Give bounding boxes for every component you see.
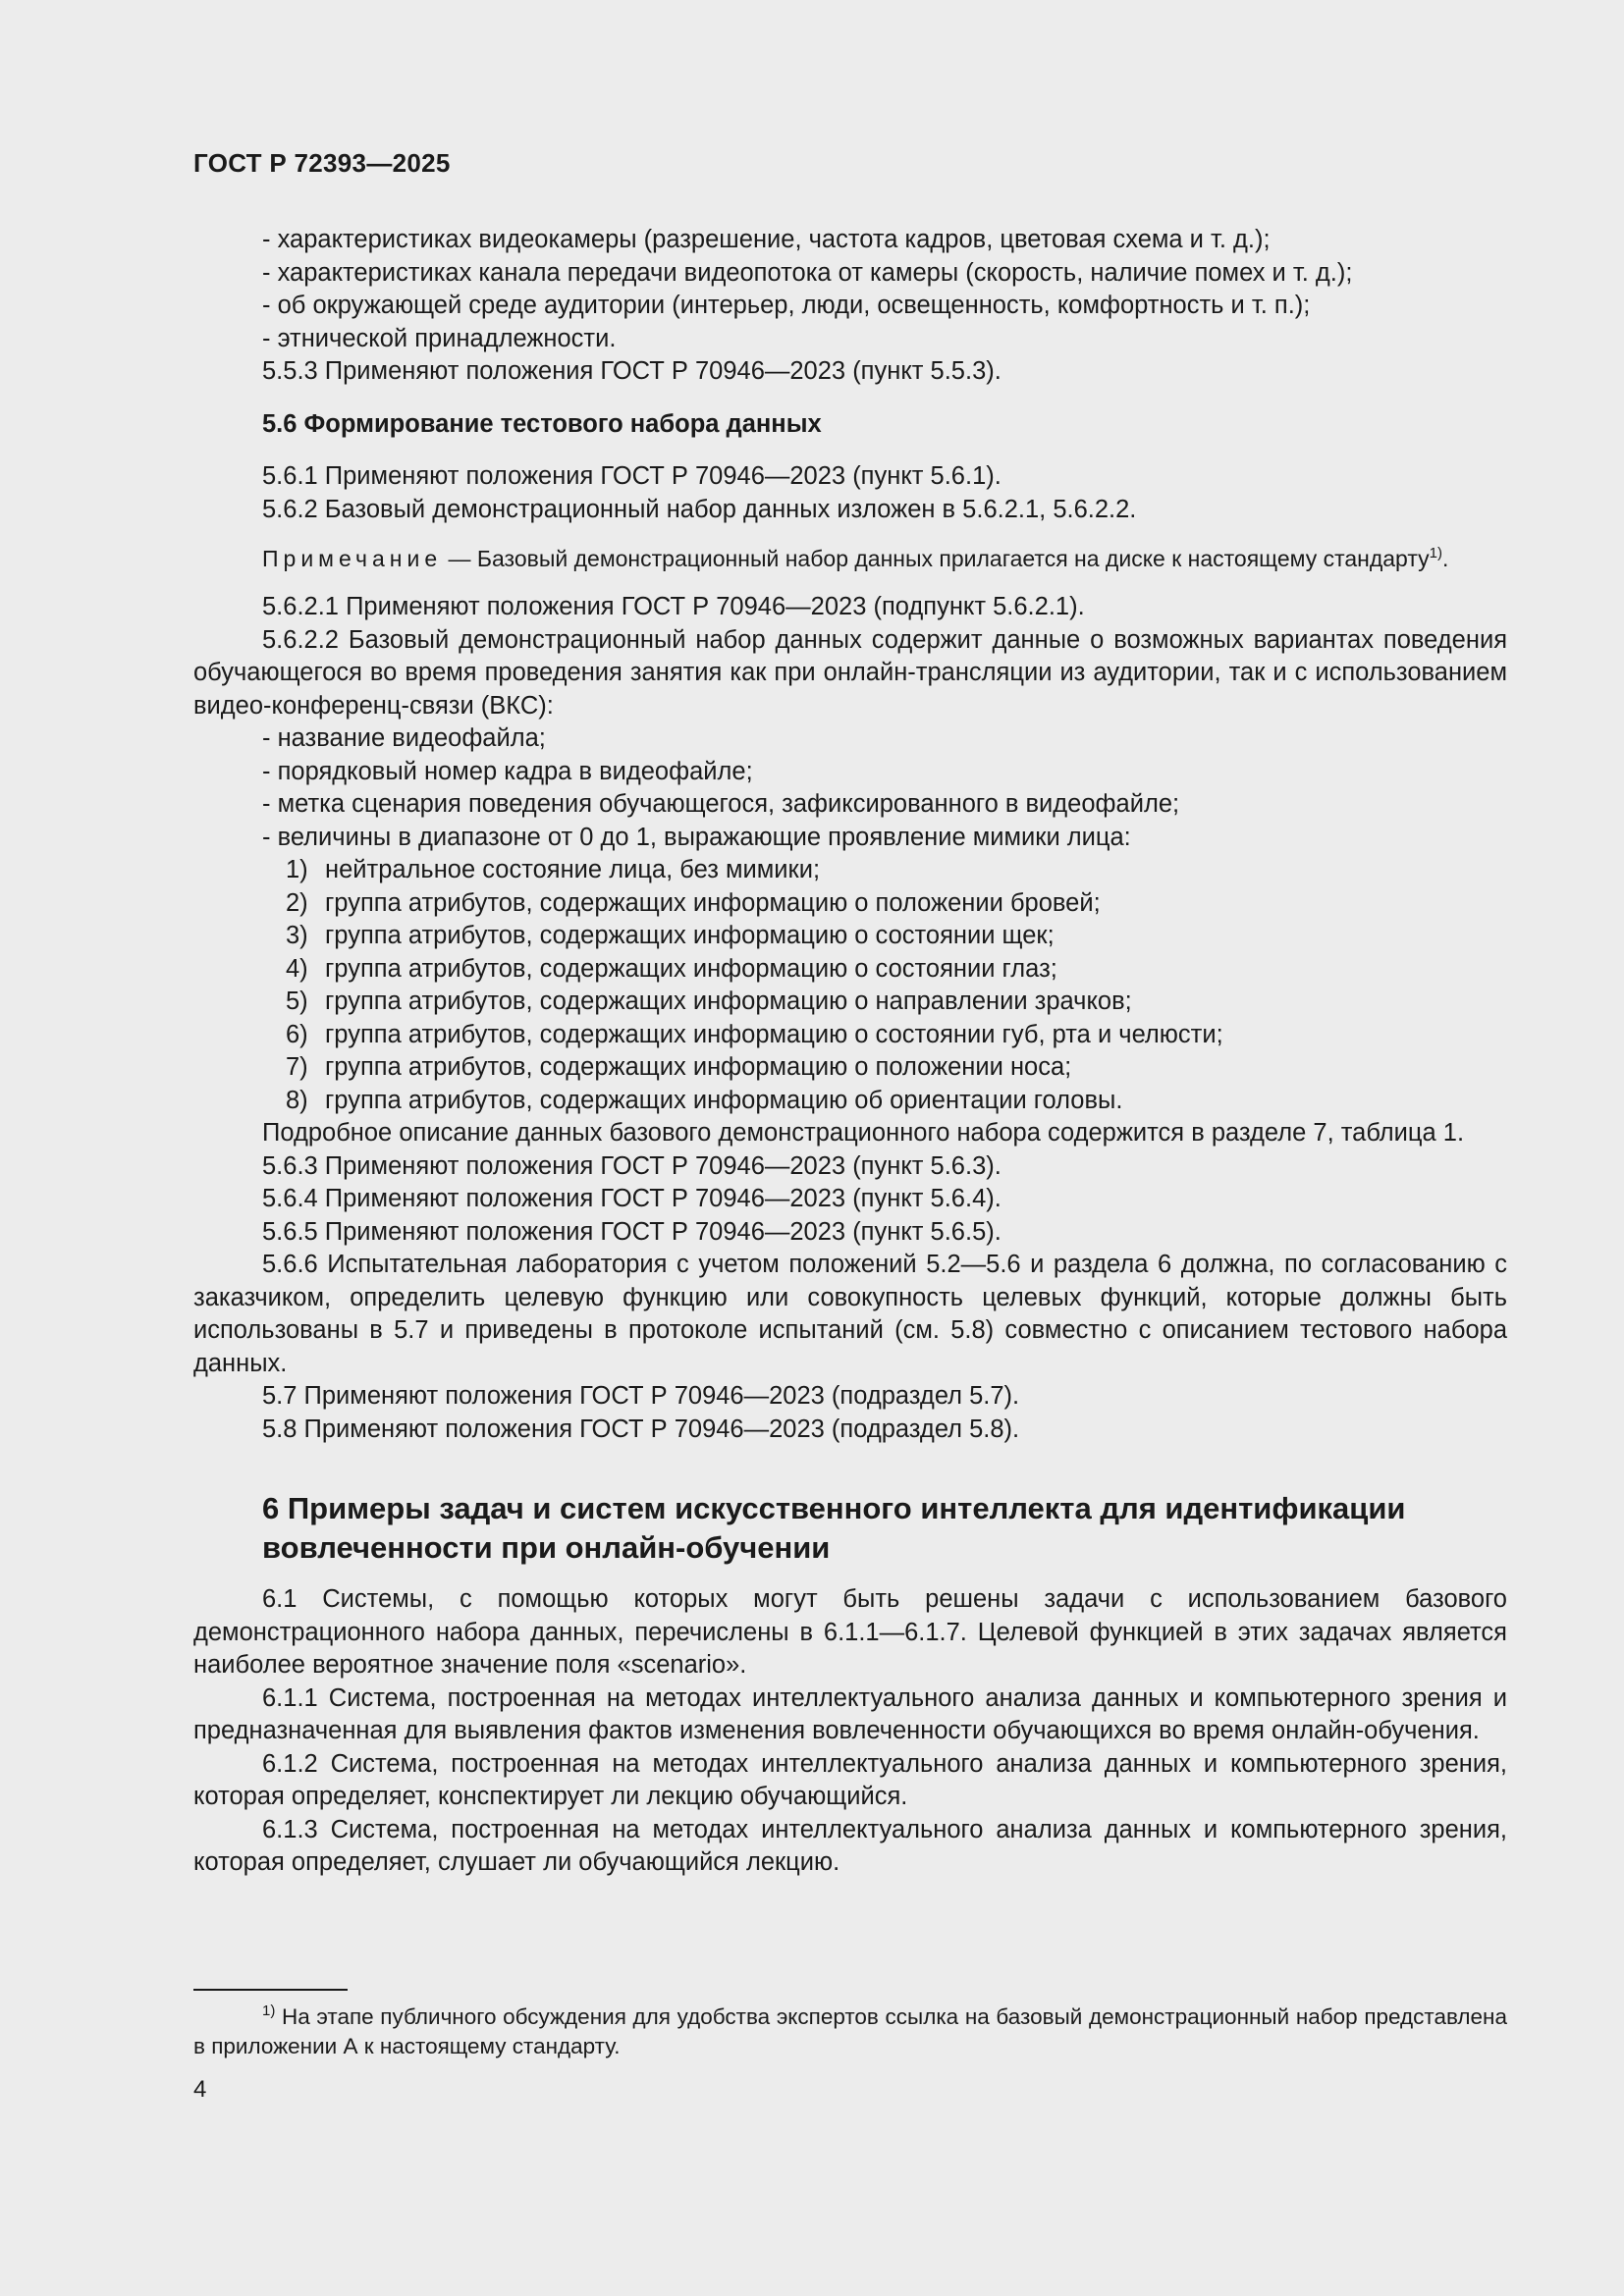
list-item-text: группа атрибутов, содержащих информацию об ориентации головы.	[325, 1086, 1123, 1114]
bullet-environment: - об окружающей среде аудитории (интерьер, люди, освещенность, комфортность и т. п.);	[262, 292, 1311, 319]
list-item-text: группа атрибутов, содержащих информацию о положении носа;	[325, 1053, 1072, 1081]
clause-5-6-3: 5.6.3 Применяют положения ГОСТ Р 70946—2023 (пункт 5.6.3).	[262, 1151, 1001, 1180]
content-item-scenario-label: - метка сценария поведения обучающегося, зафиксированного в видеофайле;	[262, 790, 1180, 818]
bullet-camera: - характеристиках видеокамеры (разрешение, частота кадров, цветовая схема и т. д.);	[262, 226, 1271, 253]
list-item	[193, 953, 1507, 987]
clause-5-6-4: 5.6.4 Применяют положения ГОСТ Р 70946—2023 (пункт 5.6.4).	[262, 1185, 1001, 1212]
clause-6-1-3: 6.1.3 Система, построенная на методах интеллектуального анализа данных и компьютерного зрения, которая определяет, слушает ли обучающийся лекцию.	[193, 1815, 1507, 1876]
list-item-text: группа атрибутов, содержащих информацию о положении бровей;	[325, 888, 1101, 917]
content-item-filename: - название видеофайла;	[262, 724, 546, 752]
clause-6-1-2: 6.1.2 Система, построенная на методах интеллектуального анализа данных и компьютерного зрения, которая определяет, конспектирует ли лекцию обучающийся.	[193, 1749, 1507, 1810]
note-footnote-ref: 1)	[1429, 545, 1442, 561]
list-item	[193, 920, 1507, 953]
list-item-number: 3)	[286, 922, 308, 949]
clause-5-7: 5.7 Применяют положения ГОСТ Р 70946—2023 (подраздел 5.7).	[262, 1382, 1020, 1410]
list-item	[193, 854, 1507, 887]
clause-5-6-6: 5.6.6 Испытательная лаборатория с учетом положений 5.2—5.6 и раздела 6 должна, по согласованию с заказчиком, определить целевую функцию или совокупность целевых функций, которые должны быть использованы в 5.7 и приведены в протоколе испытаний (см. 5.8) совместно с описанием тестового набора данных.	[193, 1251, 1507, 1377]
list-item-text: группа атрибутов, содержащих информацию о состоянии щек;	[325, 922, 1055, 949]
subsection-5-6-title: 5.6 Формирование тестового набора данных	[262, 409, 822, 438]
clause-5-8: 5.8 Применяют положения ГОСТ Р 70946—2023 (подраздел 5.8).	[262, 1415, 1020, 1443]
footnote	[193, 2002, 1507, 2061]
clause-6-1: 6.1 Системы, с помощью которых могут быть решены задачи с использованием базового демонстрационного набора данных, перечислены в 6.1.1—6.1.7. Целевой функцией в этих задачах является наиболее вероятное значение поля «scenario».	[193, 1585, 1507, 1679]
list-item-number: 1)	[286, 856, 308, 883]
list-item	[193, 1085, 1507, 1118]
clause-6-1-1: 6.1.1 Система, построенная на методах интеллектуального анализа данных и компьютерного зрения и предназначенная для выявления фактов изменения вовлеченности обучающихся во время онлайн-обучения.	[193, 1683, 1507, 1744]
list-item-text: группа атрибутов, содержащих информацию о состоянии глаз;	[325, 954, 1057, 983]
bullet-ethnicity: - этнической принадлежности.	[262, 324, 617, 352]
note-text: — Базовый демонстрационный набор данных прилагается на диске к настоящему стандарту	[442, 546, 1430, 571]
page-number: 4	[193, 2076, 207, 2103]
clause-5-6-2-2: 5.6.2.2 Базовый демонстрационный набор данных содержит данные о возможных вариантах поведения обучающегося во время проведения занятия как при онлайн-трансляции из аудитории, так и с использованием видео-конференц-связи (ВКС):	[193, 625, 1507, 720]
list-item-text: нейтральное состояние лица, без мимики;	[325, 856, 821, 883]
bullet-channel: - характеристиках канала передачи видеопотока от камеры (скорость, наличие помех и т. д.);	[262, 258, 1353, 287]
content-item-expression-values: - величины в диапазоне от 0 до 1, выражающие проявление мимики лица:	[262, 823, 1131, 851]
clause-5-6-5: 5.6.5 Применяют положения ГОСТ Р 70946—2023 (пункт 5.6.5).	[262, 1217, 1001, 1246]
list-item-number: 6)	[286, 1020, 308, 1048]
note-end: .	[1441, 546, 1449, 571]
list-item	[193, 1051, 1507, 1085]
footnote-marker: 1)	[262, 2002, 276, 2019]
clause-5-6-2: 5.6.2 Базовый демонстрационный набор данных изложен в 5.6.2.1, 5.6.2.2.	[262, 495, 1137, 523]
clause-5-6-2-1: 5.6.2.1 Применяют положения ГОСТ Р 70946—2023 (подпункт 5.6.2.1).	[262, 593, 1085, 620]
list-item	[193, 887, 1507, 921]
footnote-separator	[193, 1989, 348, 1991]
list-item-text: группа атрибутов, содержащих информацию о состоянии губ, рта и челюсти;	[325, 1020, 1223, 1048]
note	[193, 544, 1507, 573]
list-item-number: 2)	[286, 888, 308, 917]
clause-5-6-1: 5.6.1 Применяют положения ГОСТ Р 70946—2023 (пункт 5.6.1).	[262, 462, 1001, 490]
section-6-title: 6 Примеры задач и систем искусственного интеллекта для идентификации вовлеченности при онлайн-обучении	[262, 1491, 1406, 1565]
list-item-number: 7)	[286, 1053, 308, 1081]
list-item-number: 5)	[286, 988, 308, 1015]
note-label: Примечание	[262, 546, 443, 571]
detail-description-paragraph: Подробное описание данных базового демонстрационного набора содержится в разделе 7, таблица 1.	[262, 1119, 1465, 1147]
list-item-text: группа атрибутов, содержащих информацию о направлении зрачков;	[325, 988, 1132, 1015]
footnote-text: На этапе публичного обсуждения для удобства экспертов ссылка на базовый демонстрационный набор представлена в приложении А к настоящему стандарту.	[193, 2004, 1507, 2058]
list-item	[193, 1019, 1507, 1052]
list-item	[193, 986, 1507, 1019]
clause-5-5-3: 5.5.3 Применяют положения ГОСТ Р 70946—2023 (пункт 5.5.3).	[262, 357, 1001, 385]
document-body	[193, 224, 1507, 1880]
document-code-header: ГОСТ Р 72393—2025	[193, 148, 451, 178]
list-item-number: 4)	[286, 954, 308, 983]
content-item-frame-number: - порядковый номер кадра в видеофайле;	[262, 757, 753, 785]
list-item-number: 8)	[286, 1086, 308, 1114]
